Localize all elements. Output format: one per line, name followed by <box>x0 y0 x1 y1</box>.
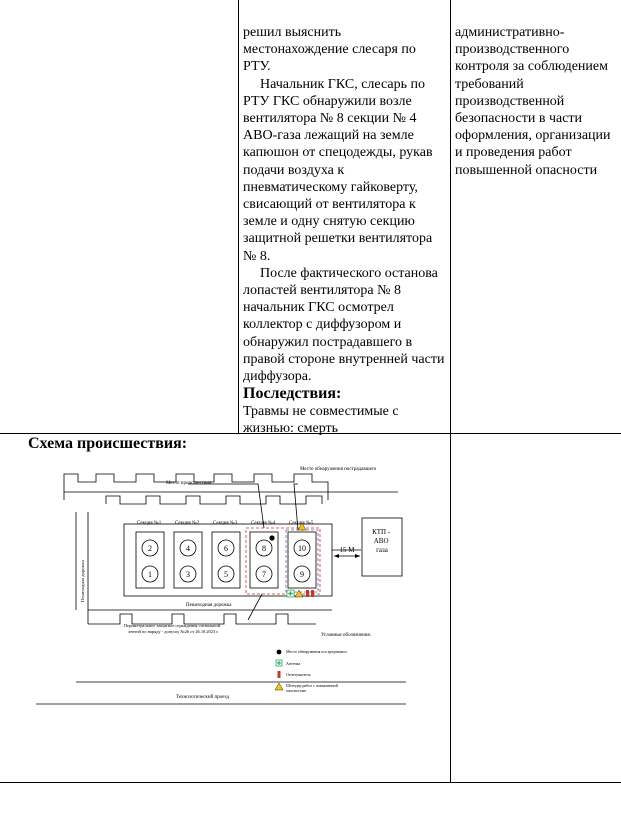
paragraph-2: Начальник ГКС, слесарь по РТУ ГКС обнаружили возле вентилятора № 8 секции № 4 АВО-газа лежащий на земле капюшон от спецодежды, рукав подачи воздуха к пневматическому гайковерту, свисающий от вентилятора к земле и одну снятую секцию защитной решетки вентилятора № 8. <box>243 76 433 264</box>
legend-warning-icon <box>275 683 283 690</box>
fan-label-3: 3 <box>186 570 190 579</box>
pedestrian-road-horizontal-label: Пешеходная дорожка <box>186 603 232 608</box>
fan-label-10: 10 <box>298 544 306 553</box>
consequences-text: Травмы не совместимые с жизнью: смерть <box>243 404 399 437</box>
building-outline-inner <box>106 496 322 504</box>
incident-scheme-diagram <box>36 462 411 712</box>
section-label-1: Секция №1 <box>137 521 162 526</box>
legend-victim-label: Место обнаружения пострадавшего <box>286 649 347 654</box>
fence-note-line-2: лентой по наряду - допуску №26 от 26.10.2023 г. <box>128 629 219 634</box>
section-5-highlight <box>286 530 318 592</box>
right-column-text: административно-производственного контроля за соблюдением требований производственной безопасности в части оформления, организации и проведения работ повышенной опасности <box>455 25 611 178</box>
legend-warning-label-line-1: Штендер работ с повышенной <box>286 683 338 688</box>
section-rect-5 <box>288 532 316 588</box>
table-vertical-line-left <box>238 0 239 433</box>
table-horizontal-line-bottom <box>0 782 621 783</box>
section-rect-3 <box>212 532 240 588</box>
section-rect-2 <box>174 532 202 588</box>
section-rect-1 <box>136 532 164 588</box>
pedestrian-road-vertical-label: Пешеходная дорожка <box>80 560 85 602</box>
ktp-label-line-2: АВО <box>373 537 389 545</box>
tech-road-label: Технологический проезд <box>176 695 229 700</box>
control-requirements-cell <box>455 24 621 179</box>
ktp-label-line-3: газа <box>376 546 388 554</box>
legend-warning-label-line-2: опасностью <box>286 688 307 693</box>
fence-note-line-1: Периметральное защитное ограждения сигнальной <box>124 623 221 628</box>
section-label-4: Секция №4 <box>251 521 276 526</box>
section-label-3: Секция №3 <box>213 521 238 526</box>
distance-arrow-head-left <box>334 554 339 558</box>
victim-location-dot <box>269 535 274 540</box>
fan-label-5: 5 <box>224 570 228 579</box>
avo-block-outline <box>124 524 332 596</box>
label-incident-place: Место происшествия <box>166 481 212 486</box>
perimeter-fence <box>246 528 320 594</box>
ktp-label <box>372 528 392 554</box>
incident-description-cell <box>243 24 445 438</box>
fence-note-leader <box>248 594 262 620</box>
distance-arrow-head-right <box>355 554 360 558</box>
section-label-5: Секция №5 <box>289 521 314 526</box>
legend-extinguisher-icon <box>278 671 281 678</box>
legend-extinguisher-label: Огнетушитель <box>286 672 311 677</box>
consequences-heading: Последствия: <box>243 385 342 403</box>
fan-label-1: 1 <box>148 570 152 579</box>
extinguisher-icon-2 <box>311 590 314 597</box>
table-vertical-line-right <box>450 0 451 783</box>
legend-first-aid-cross-h <box>277 662 281 663</box>
section-rect-4 <box>250 532 278 588</box>
scheme-title: Схема происшествия: <box>28 435 188 452</box>
fan-label-6: 6 <box>224 544 228 553</box>
legend-title: Условные обозначения: <box>321 633 372 638</box>
legend-victim-dot <box>277 650 282 655</box>
ktp-label-line-1: КТП - <box>372 528 391 536</box>
extinguisher-icon-1 <box>306 590 309 597</box>
first-aid-cross-h <box>288 593 292 594</box>
fan-label-8: 8 <box>262 544 266 553</box>
fan-label-7: 7 <box>262 570 266 579</box>
section-label-2: Секция №2 <box>175 521 200 526</box>
legend-first-aid-label: Аптечка <box>286 661 301 666</box>
label-victim-place: Место обнаружения пострадавшего <box>300 467 377 472</box>
fan-label-2: 2 <box>148 544 152 553</box>
fan-label-4: 4 <box>186 544 190 553</box>
paragraph-3: После фактического останова лопастей вентилятора № 8 начальник ГКС осмотрел коллектор с диффузором и обнаружил пострадавшего в правой стороне внутренней части диффузора. <box>243 265 445 385</box>
fan-label-9: 9 <box>300 570 304 579</box>
distance-label: 15 М <box>339 546 355 554</box>
paragraph-1: решил выяснить местонахождение слесаря по РТУ. <box>243 25 416 75</box>
warning-sign-bottom <box>295 590 303 597</box>
